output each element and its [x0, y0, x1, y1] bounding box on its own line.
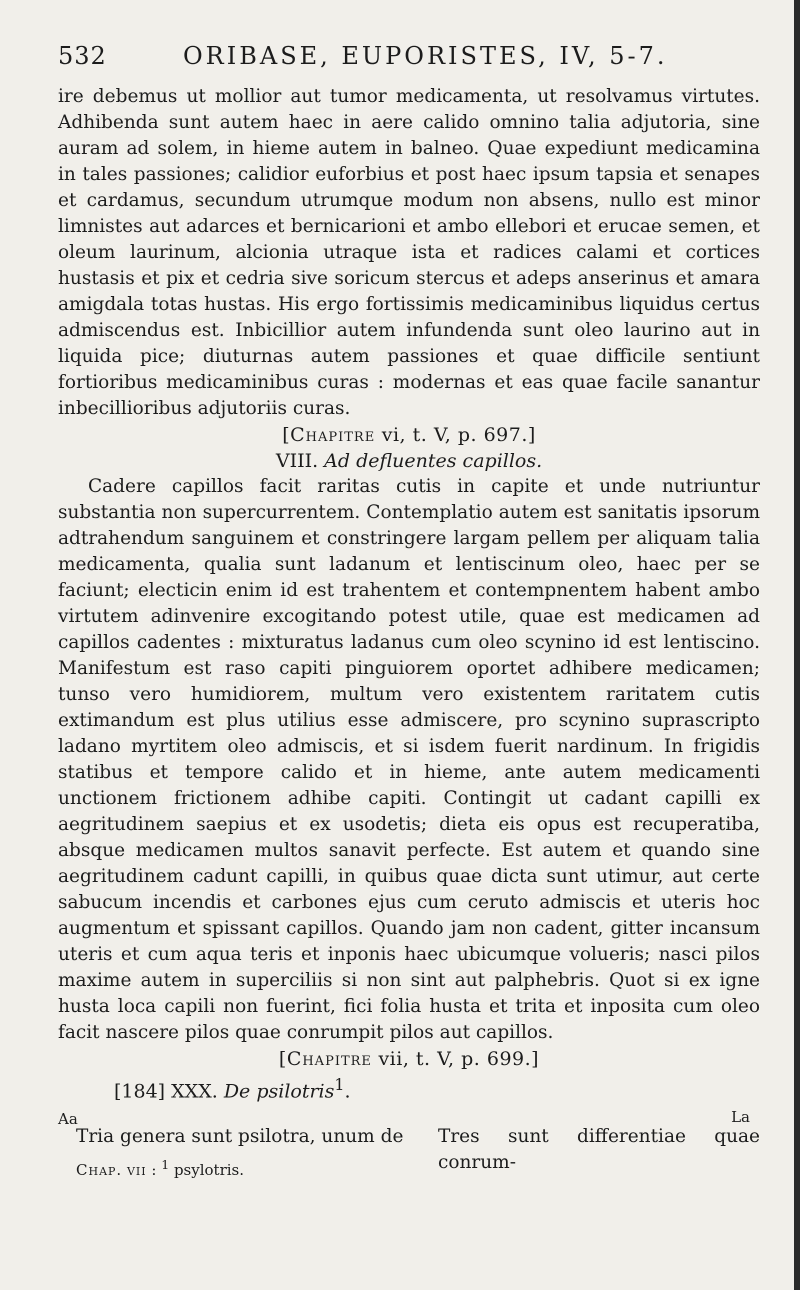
- body-text: [58, 84, 760, 1183]
- siglum-right: La: [731, 1108, 750, 1127]
- heading-suffix: .: [344, 1080, 351, 1103]
- page-edge-shadow: [794, 0, 800, 1290]
- chapter-reference-2: [Chapitre vii, t. V, p. 699.]: [278, 1048, 540, 1070]
- chapter-ref-text-2: vii, t. V, p. 699.: [378, 1048, 532, 1070]
- siglum-left: Aa: [58, 1110, 78, 1129]
- paragraph-continued: ire debemus ut mollior aut tumor medicamenta, ut resolvamus virtutes. Adhibenda sunt autem haec in aere calido omnino talia adjutoria, sine auram ad solem, in hieme autem in balneo. Quae expediunt medicamina in tales passiones; calidior euforbius et post haec ipsum tapsia et senapes et cardamus, secundum utrumque modum non absens, nullo est minor limnistes aut adarces et bernicarioni et ambo ellebori et erucae semen, et oleum laurinum, alcionia utraque ista et radices calami et cortices hustasis et pix et cedria sive soricum stercus et adeps anserinus et amara amigdala totas hustas. His ergo fortissimis medicaminibus liquidus certus admiscendus est. Inbicillior autem infundenda sunt oleo laurino aut in liquida pice; diuturnas autem passiones et quae difficile sentiunt fortioribus medicaminibus curas : modernas et eas quae facile sanantur inbecillioribus adjutoriis curas.: [58, 86, 760, 419]
- running-title: ORIBASE, EUPORISTES, IV, 5-7.: [183, 42, 668, 70]
- section-title: Ad defluentes capillos.: [324, 450, 543, 472]
- footnote: Chap. vii : $^1$ psylotris.: [76, 1157, 245, 1180]
- chapter-ref-label-2: Chapitre: [286, 1048, 372, 1070]
- section-number: VIII.: [275, 450, 319, 472]
- heading-title: De psilotris: [223, 1080, 335, 1103]
- footnote-mark: 1: [161, 1157, 170, 1173]
- section-heading: [58, 448, 760, 474]
- footnote-text: psylotris.: [173, 1161, 245, 1180]
- paragraph-capillos: Cadere capillos facit raritas cutis in capite et unde nutriuntur substantia non supercurrentem. Contemplatio autem est sanitatis ipsorum adtrahendum sanguinem et constringere largam pellem per aliquam talia medicamenta, qualia sunt ladanum et lentiscinum oleo, haec per se faciunt; electicin enim id est trahentem et contempnentem habent ambo virtutem adinvenire excogitando potest utile, quae est medicamen ad capillos cadentes : mixturatus ladanus cum oleo scynino id est lentiscino. Manifestum est raso capiti pinguiorem oportet adhibere medicamen; tunso vero humidiorem, multum vero existentem raritatem cutis extimandum est plus utilius esse admiscere, pro scynino suprascripto ladano myrtitem oleo admiscis, et si isdem fuerit nardinum. In frigidis statibus et tempore calido et in hieme, ante autem medicamenti unctionem frictionem adhibe capiti. Contingit ut cadant capilli ex aegritudinem saepius et ex usodetis; dieta eis opus est recuperatiba, absque medicamen multos sanavit perfecte. Est autem et quando sine aegritudinem cadunt capilli, in quibus quae dicta sunt utimur, aut certe sabucum incendis et carbones ejus cum ceruto admiscis et uteris hoc augmentum et spissant capillos. Quando jam non cadent, gitter incansum uteris et cum aqua teris et inponis haec ubicumque volueris; nasci pilos maxime autem in superciliis si non sint aut palphebris. Quot si ex igne husta loca capili non fuerint, fici folia husta et trita et inposita cum oleo facit nascere pilos quae conrumpit pilos aut capillos.: [58, 476, 760, 1043]
- running-head: [58, 42, 758, 78]
- chapter-ref-label: Chapitre: [290, 424, 376, 446]
- column-left-text: Tria genera sunt psilotra, unum de: [76, 1126, 404, 1148]
- note-mark: 1: [334, 1075, 345, 1094]
- bracket-ref: [184]: [114, 1080, 166, 1103]
- footnote-label: Chap.: [76, 1161, 123, 1180]
- footnote-chapter: vii: [126, 1161, 147, 1180]
- chapter-ref-text: vi, t. V, p. 697.: [381, 424, 528, 446]
- chapter-reference: [Chapitre vi, t. V, p. 697.]: [282, 424, 536, 446]
- page-number: 532: [58, 42, 107, 70]
- paragraph-heading: [58, 1072, 760, 1104]
- heading-number: XXX.: [171, 1080, 218, 1103]
- manuscript-sigla: [58, 1104, 760, 1129]
- column-right-text: Tres sunt differentiae quae conrum-: [438, 1126, 760, 1174]
